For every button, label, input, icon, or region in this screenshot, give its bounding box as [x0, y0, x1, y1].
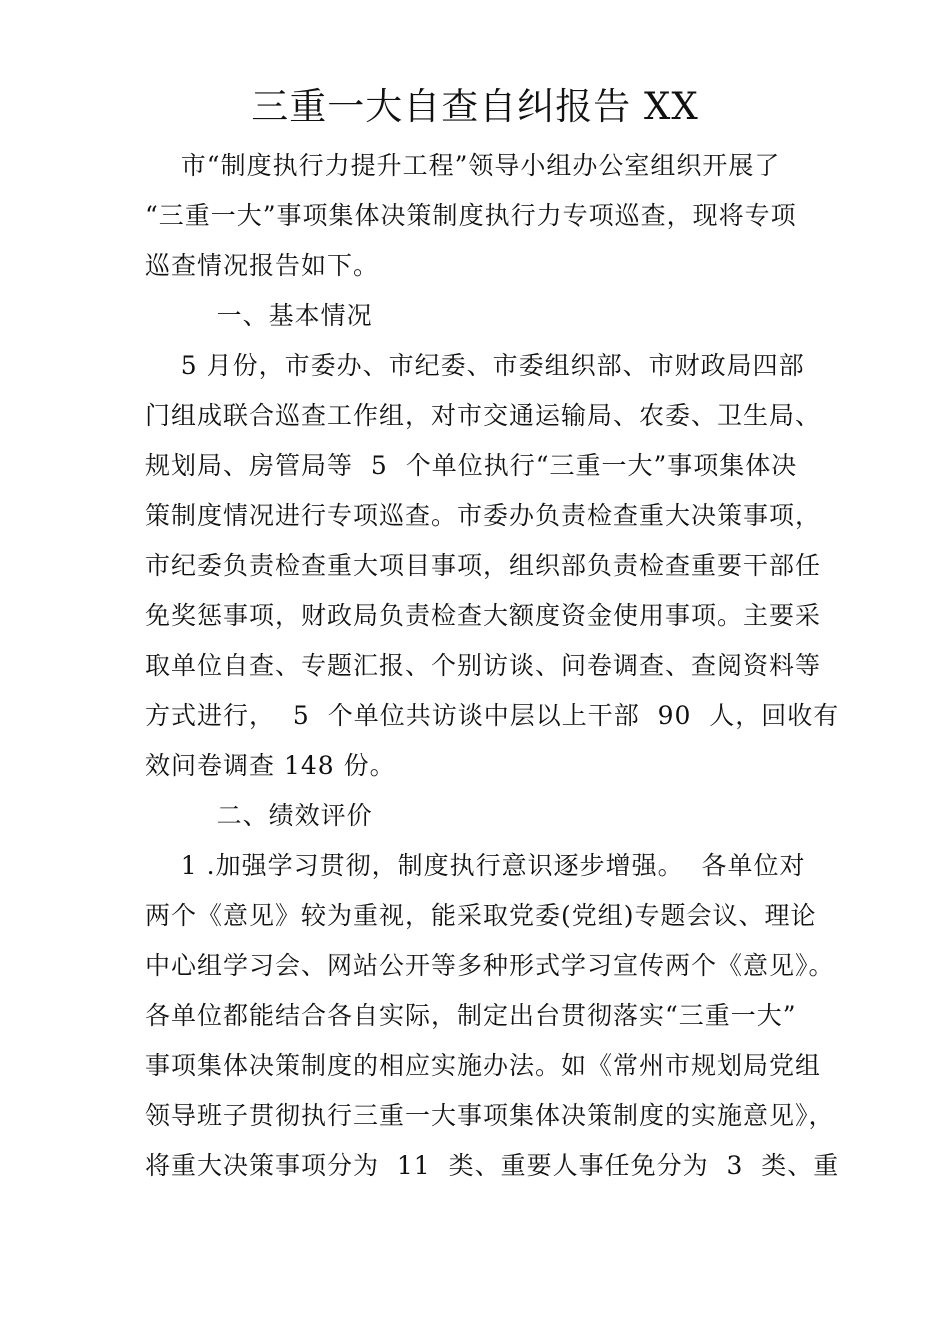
- body-line: 中心组学习会、网站公开等多种形式学习宣传两个《意见》。: [145, 951, 835, 980]
- section-heading: 二、绩效评价: [145, 801, 373, 830]
- document-title: 三重一大自查自纠报告 XX: [251, 85, 699, 128]
- section-heading: 一、基本情况: [145, 301, 373, 330]
- body-line: 方式进行， 5 个单位共访谈中层以上干部 90 人，回收有: [145, 701, 840, 730]
- body-line: 1 .加强学习贯彻，制度执行意识逐步增强。 各单位对: [145, 851, 806, 880]
- body-line: “三重一大”事项集体决策制度执行力专项巡查，现将专项: [145, 201, 797, 230]
- body-line: 免奖惩事项，财政局负责检查大额度资金使用事项。主要采: [145, 601, 822, 630]
- body-line: 策制度情况进行专项巡查。市委办负责检查重大决策事项，: [145, 501, 822, 530]
- body-line: 两个《意见》较为重视，能采取党委(党组)专题会议、理论: [145, 901, 817, 930]
- body-line: 取单位自查、专题汇报、个别访谈、问卷调查、查阅资料等: [145, 651, 822, 680]
- body-line: 门组成联合巡查工作组，对市交通运输局、农委、卫生局、: [145, 401, 822, 430]
- body-line: 领导班子贯彻执行三重一大事项集体决策制度的实施意见》，: [145, 1101, 835, 1130]
- body-line: 将重大决策事项分为 11 类、重要人事任免分为 3 类、重: [145, 1151, 840, 1180]
- body-line: 巡查情况报告如下。: [145, 251, 380, 280]
- body-line: 各单位都能结合各自实际，制定出台贯彻落实“三重一大”: [145, 1001, 797, 1030]
- body-line: 市“制度执行力提升工程”领导小组办公室组织开展了: [145, 151, 781, 180]
- body-line: 规划局、房管局等 5 个单位执行“三重一大”事项集体决: [145, 451, 798, 480]
- body-line: 市纪委负责检查重大项目事项，组织部负责检查重要干部任: [145, 551, 822, 580]
- body-line: 事项集体决策制度的相应实施办法。如《常州市规划局党组: [145, 1051, 822, 1080]
- body-line: 5 月份，市委办、市纪委、市委组织部、市财政局四部: [145, 351, 805, 380]
- body-line: 效问卷调查 148 份。: [145, 751, 396, 780]
